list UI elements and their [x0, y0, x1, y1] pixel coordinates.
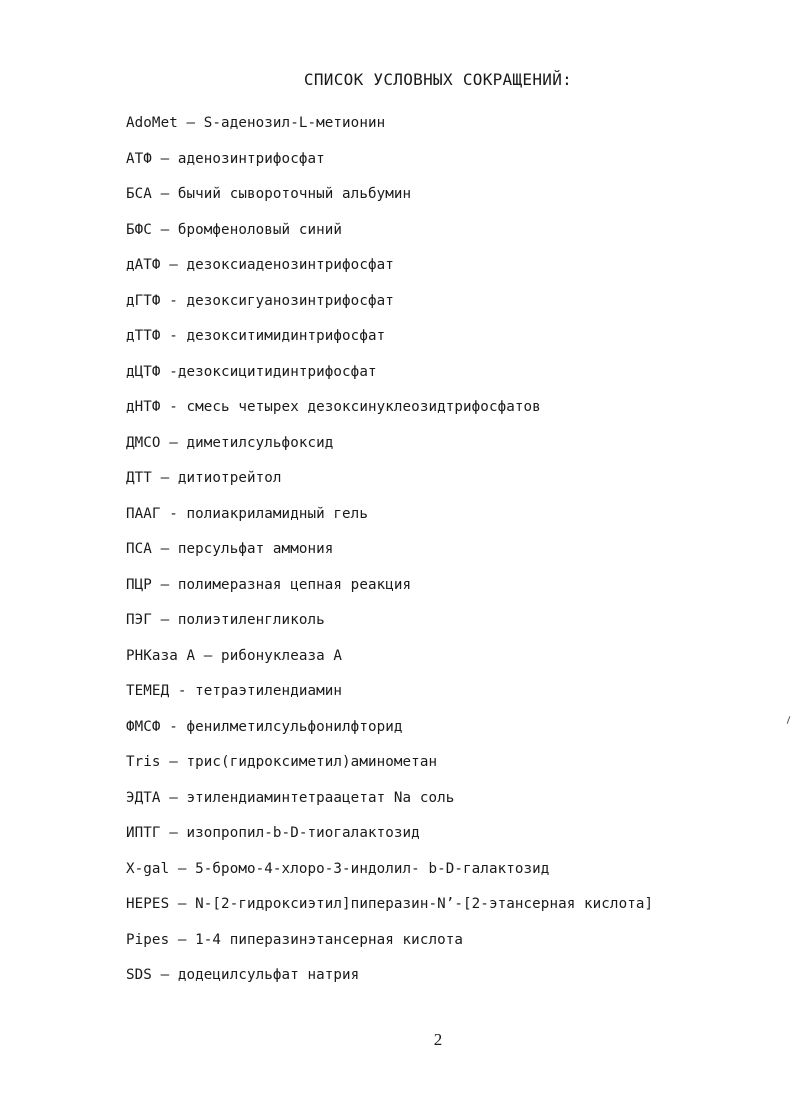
abbreviation-item: ПЭГ – полиэтиленгликоль [126, 612, 325, 628]
abbreviation-item: Tris – трис(гидроксиметил)аминометан [126, 754, 438, 770]
abbreviation-item: ТЕМЕД - тетраэтилендиамин [126, 683, 343, 699]
abbreviation-item: дГТФ - дезоксигуанозинтрифосфат [126, 292, 394, 309]
abbreviation-item: РНКаза А – рибонуклеаза А [126, 647, 343, 664]
abbreviations-list [126, 112, 653, 1000]
abbreviation-item: X-gal – 5-бромо-4-хлоро-3-индолил- b-D-галактозид [126, 860, 550, 877]
abbreviation-item: дЦТФ -дезоксицитидинтрифосфат [126, 363, 377, 380]
abbreviation-item: AdoMet – S-аденозил-L-метионин [126, 115, 386, 131]
abbreviation-item: ПСА – персульфат аммония [126, 541, 334, 557]
abbreviation-item: ДМСО – диметилсульфоксид [126, 434, 334, 451]
abbreviation-item: SDS – додецилсульфат натрия [126, 967, 360, 983]
abbreviation-item: БСА – бычий сывороточный альбумин [126, 186, 412, 202]
abbreviation-item: ИПТГ – изопропил-b-D-тиогалактозид [126, 825, 420, 841]
abbreviation-item: дАТФ – дезоксиаденозинтрифосфат [126, 257, 394, 273]
abbreviation-item: ФМСФ - фенилметилсульфонилфторид [126, 718, 403, 735]
abbreviation-item: АТФ – аденозинтрифосфат [126, 150, 325, 167]
abbreviation-item: ЭДТА – этилендиаминтетраацетат Na соль [126, 789, 455, 806]
abbreviation-item: ПААГ - полиакриламидный гель [126, 505, 368, 522]
abbreviation-item: HEPES – N-[2-гидроксиэтил]пиперазин-N’-[2-этансерная кислота] [126, 896, 654, 912]
abbreviation-item: дНТФ - смесь четырех дезоксинуклеозидтрифосфатов [126, 399, 541, 415]
page-title: СПИСОК УСЛОВНЫХ СОКРАЩЕНИЙ: [303, 70, 573, 89]
abbreviation-item: БФС – бромфеноловый синий [126, 221, 343, 238]
abbreviation-item: ПЦР – полимеразная цепная реакция [126, 576, 412, 593]
abbreviation-item: дТТФ - дезокситимидинтрифосфат [126, 328, 386, 344]
abbreviation-item: ДТТ – дитиотрейтол [126, 470, 282, 486]
abbreviation-item: Pipes – 1-4 пиперазинэтансерная кислота [126, 931, 464, 948]
page-number: 2 [433, 1030, 443, 1049]
scan-mark [787, 716, 791, 724]
